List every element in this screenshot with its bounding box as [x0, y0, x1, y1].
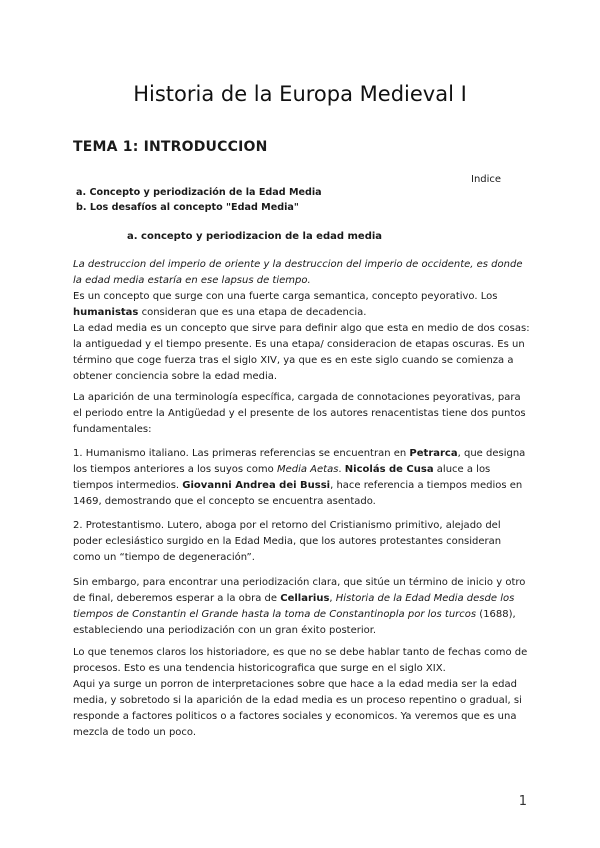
toc-item: a. Concepto y periodización de la Edad Media: [76, 187, 322, 198]
toc-item: b. Los desafíos al concepto "Edad Media": [76, 201, 299, 213]
bold-term: humanistas: [73, 307, 139, 318]
bold-term: Petrarca: [409, 448, 458, 459]
paragraph-5: [73, 575, 531, 639]
text-run: ,: [329, 593, 333, 604]
text-run: La edad media es un concepto que sirve para definir algo que esta en medio de dos cosas: la antiguedad y el tiempo presente. Es una etapa/ consideracion de etapas oscuras. Es un término que coge fuerza tras el siglo XIV, ya que es en este siglo cuando se comienza a obtener conciencia sobre la edad media.: [73, 323, 530, 382]
paragraph-3: [73, 446, 531, 510]
text-run: Sin embargo, para encontrar una periodización clara, que sitúe un término de inicio y otro de final, deberemos esperar a la obra de: [73, 577, 526, 604]
subheading: a. concepto y periodizacion de la edad media: [127, 231, 383, 242]
text-run: (1688), estableciendo una periodización con un gran éxito posterior.: [73, 609, 516, 636]
bold-term: Nicolás de Cusa: [344, 464, 434, 475]
text-run: 1. Humanismo italiano. Las primeras referencias se encuentran en: [73, 448, 407, 459]
bold-term: Giovanni Andrea dei Bussi: [182, 480, 331, 491]
paragraph-1: [73, 257, 531, 385]
paragraph-2: [73, 390, 531, 438]
text-run: aluce a los tiempos intermedios.: [73, 464, 491, 491]
intro-italic: La destruccion del imperio de oriente y la destruccion del imperio de occidente, es donde la edad media estaría en ese lapsus de tiempo.: [73, 259, 523, 286]
text-run: consideran que es una etapa de decadencia.: [141, 307, 367, 318]
index-label: Indice: [471, 174, 502, 185]
text-run: , que designa los tiempos anteriores a los suyos como: [73, 448, 526, 475]
text-run: , hace referencia a tiempos medios en 1469, demostrando que el concepto se encuentra asentado.: [73, 480, 523, 507]
text-run: 2. Protestantismo. Lutero, aboga por el retorno del Cristianismo primitivo, alejado del poder eclesiástico surgido en la Edad Media, que los autores protestantes consideran como un “tiempo de degeneración”.: [73, 520, 502, 563]
text-run: Aqui ya surge un porron de interpretaciones sobre que hace a la edad media ser la edad media, y sobretodo si la aparición de la edad media es un proceso repentino o gradual, si responde a factores politicos o a factores sociales y economicos. Ya veremos que es una mezcla de todo un poco.: [73, 679, 522, 738]
text-run: Lo que tenemos claros los historiadore, es que no se debe hablar tanto de fechas como de procesos. Esto es una tendencia historicografica que surge en el siglo XIX.: [73, 647, 528, 674]
italic-term: Media Aetas: [276, 464, 339, 475]
text-run: Es un concepto que surge con una fuerte carga semantica, concepto peyorativo. Los: [73, 291, 498, 302]
bold-term: Cellarius: [280, 593, 330, 604]
text-run: .: [338, 464, 342, 475]
document-title: Historia de la Europa Medieval I: [133, 82, 467, 106]
section-heading: TEMA 1: INTRODUCCION: [73, 139, 268, 155]
italic-term: Historia de la Edad Media desde los tiempos de Constantin el Grande hasta la toma de Constantinopla por los turcos: [73, 593, 515, 620]
paragraph-4: [73, 518, 531, 566]
paragraph-6: [73, 645, 531, 741]
page-number: 1: [518, 794, 527, 809]
text-run: La aparición de una terminología específica, cargada de connotaciones peyorativas, para el periodo entre la Antigüedad y el presente de los autores renacentistas tiene dos puntos fundamentales:: [73, 392, 526, 435]
table-of-contents: [76, 186, 322, 215]
